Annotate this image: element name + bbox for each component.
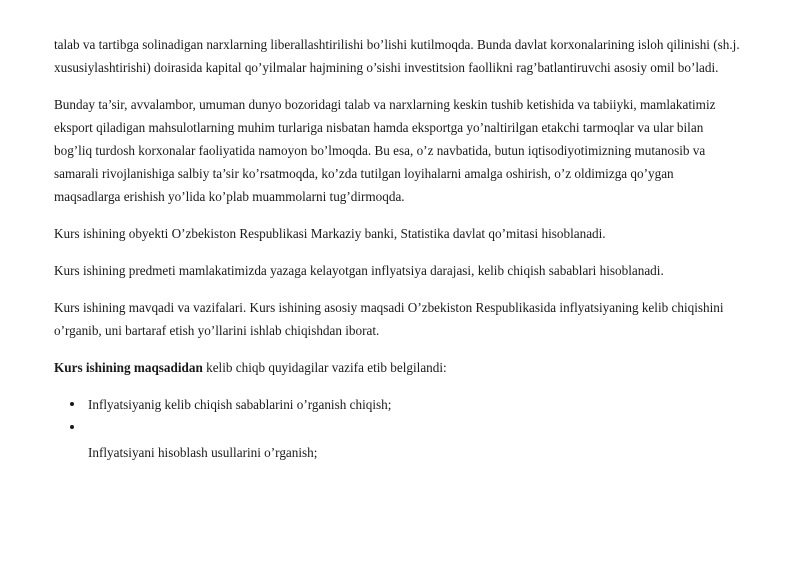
list-item-text: Inflyatsiyanig kelib chiqish sabablarini o’rganish chiqish; xyxy=(88,397,392,412)
task-list xyxy=(54,393,740,439)
paragraph-world-market-impact: Bunday ta’sir, avvalambor, umuman dunyo bozoridagi talab va narxlarning keskin tushib ketishida va tabiiyki, mamlakatimiz eksport qiladigan mahsulotlarning muhim turlariga nisbatan hamda eksportga yo’naltirilgan etakchi tarmoqlar va ular bilan bog’liq turdosh korxonalar faoliyatida namoyon bo’lmoqda. Bu esa, o’z navbatida, butun iqtisodiyotimizning mutanosib va samarali rivojlanishiga salbiy ta’sir ko’rsatmoqda, ko’zda tutilgan loyihalarni amalga oshirish, o’z oldimizga qo’ygan maqsadlarga erishish yo’lida ko’plab muammolarni tug’dirmoqda. xyxy=(54,97,716,204)
list-item xyxy=(54,393,740,416)
paragraph-goals-tasks: Kurs ishining mavqadi va vazifalari. Kurs ishining asosiy maqsadi O’zbekiston Respublikasida inflyatsiyaning kelib chiqishini o’rganib, uni bartaraf etish yo’llarini ishlab chiqishdan iborat. xyxy=(54,300,724,338)
paragraph-object: Kurs ishining obyekti O’zbekiston Respublikasi Markaziy banki, Statistika davlat qo’mitasi hisoblanadi. xyxy=(54,226,606,241)
list-item-empty xyxy=(54,416,740,439)
goal-rest-text: kelib chiqb quyidagilar vazifa etib belgilandi: xyxy=(202,360,447,375)
paragraph-liberalization: talab va tartibga solinadigan narxlarning liberallashtirilishi bo’lishi kutilmoqda. Bunda davlat korxonalarining isloh qilinishi (sh.j. xususiylashtirishi) doirasida kapital qo’yilmalar hajmining o’sishi investitsion faollikni rag’batlantiruvchi asosiy omil bo’ladi. xyxy=(54,37,740,75)
list-continuation-text: Inflyatsiyani hisoblash usullarini o’rganish; xyxy=(88,445,318,460)
paragraph-subject: Kurs ishining predmeti mamlakatimizda yazaga kelayotgan inflyatsiya darajasi, kelib chiqish sabablari hisoblanadi. xyxy=(54,263,664,278)
bullet-icon xyxy=(70,425,74,429)
goal-bold-label: Kurs ishining maqsadidan xyxy=(54,360,203,375)
bullet-icon xyxy=(70,402,74,406)
paragraph-goal-intro xyxy=(54,356,740,379)
